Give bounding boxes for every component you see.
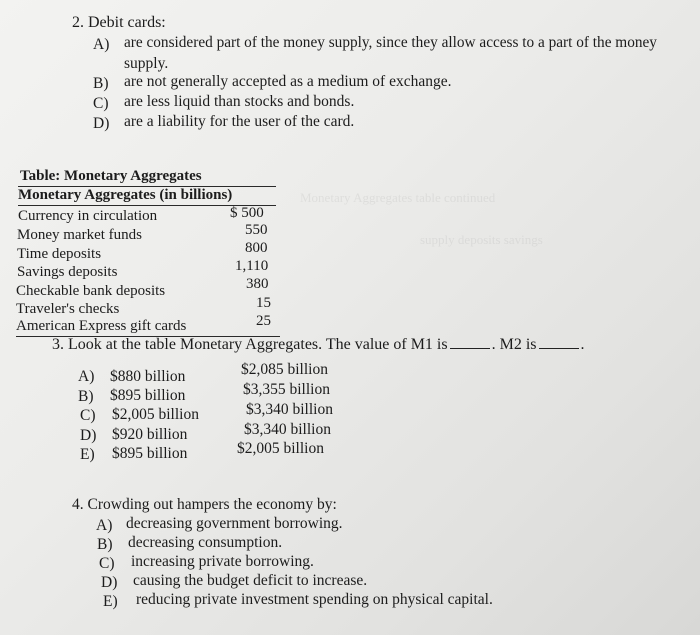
question-4-option-e-letter: E): [103, 593, 118, 610]
question-2-stem: 2. Debit cards:: [72, 14, 166, 31]
table-row-value: 25: [256, 313, 271, 329]
table-row-value: 380: [246, 276, 269, 292]
question-2-option-a-letter: A): [93, 36, 110, 53]
table-row-value: $ 500: [230, 205, 264, 221]
question-3-option-c-m2: $3,340 billion: [246, 401, 333, 418]
question-3-stem-text-m2: . M2 is: [491, 336, 537, 353]
table-row-label: Checkable bank deposits: [16, 283, 166, 299]
question-2-option-c-text: are less liquid than stocks and bonds.: [124, 93, 355, 110]
question-4-option-a-letter: A): [96, 517, 113, 534]
question-3-option-d-m1: $920 billion: [112, 426, 188, 443]
table-header: Monetary Aggregates (in billions): [18, 187, 233, 203]
table-row-label: Traveler's checks: [16, 301, 120, 317]
question-4-option-e-text: reducing private investment spending on physical capital.: [136, 591, 493, 608]
question-3-option-c-m1: $2,005 billion: [112, 406, 199, 423]
question-3-option-e-letter: E): [80, 446, 95, 463]
table-title: Table: Monetary Aggregates: [20, 168, 202, 184]
question-4-option-a-text: decreasing government borrowing.: [126, 515, 343, 532]
question-2-option-c-letter: C): [93, 95, 109, 112]
question-3-option-c-letter: C): [80, 407, 96, 424]
question-3-option-b-m2: $3,355 billion: [243, 381, 330, 398]
question-3-option-d-letter: D): [80, 427, 97, 444]
table-row-label: Time deposits: [17, 246, 102, 262]
table-row-label: Money market funds: [17, 227, 142, 243]
question-4-option-b-text: decreasing consumption.: [128, 534, 283, 551]
question-2-option-d-text: are a liability for the user of the card.: [124, 113, 355, 130]
question-2-option-a-text: are considered part of the money supply, since they allow access to a part of the money: [124, 34, 657, 51]
question-3-stem-end: .: [580, 336, 585, 353]
question-3-stem: [52, 336, 585, 354]
question-4-option-d-text: causing the budget deficit to increase.: [133, 572, 368, 589]
question-3-option-a-m2: $2,085 billion: [241, 361, 328, 378]
question-4-option-c-text: increasing private borrowing.: [131, 553, 314, 570]
table-row-value: 15: [256, 295, 271, 311]
table-row-value: 1,110: [235, 258, 269, 274]
question-2-option-b-letter: B): [93, 75, 109, 92]
question-3-option-a-m1: $880 billion: [110, 368, 186, 385]
table-row-label: American Express gift cards: [16, 318, 187, 334]
question-4-stem: 4. Crowding out hampers the economy by:: [72, 496, 337, 513]
m1-answer-blank: [450, 348, 490, 349]
bleed-through-text: Monetary Aggregates table continued: [300, 190, 496, 205]
question-2-option-a-text-cont: supply.: [124, 55, 169, 72]
table-row-value: 550: [245, 222, 268, 238]
question-4-option-c-letter: C): [99, 555, 115, 572]
question-2-option-d-letter: D): [93, 115, 110, 132]
m2-answer-blank: [539, 348, 579, 349]
question-4-option-b-letter: B): [97, 536, 113, 553]
question-3-option-a-letter: A): [78, 368, 95, 385]
question-4-option-d-letter: D): [101, 574, 118, 591]
table-row-label: Savings deposits: [17, 264, 118, 280]
question-3-stem-text: 3. Look at the table Monetary Aggregates. The value of M1 is: [52, 336, 448, 353]
question-2-option-b-text: are not generally accepted as a medium of exchange.: [124, 73, 452, 90]
table-row-value: 800: [245, 240, 268, 256]
bleed-through-text: supply deposits savings: [420, 232, 543, 247]
question-3-option-b-m1: $895 billion: [110, 387, 186, 404]
question-3-option-e-m1: $895 billion: [112, 445, 188, 462]
question-3-option-d-m2: $3,340 billion: [244, 421, 331, 438]
question-3-option-e-m2: $2,005 billion: [237, 440, 324, 457]
table-row-label: Currency in circulation: [18, 208, 158, 224]
question-3-option-b-letter: B): [78, 388, 94, 405]
